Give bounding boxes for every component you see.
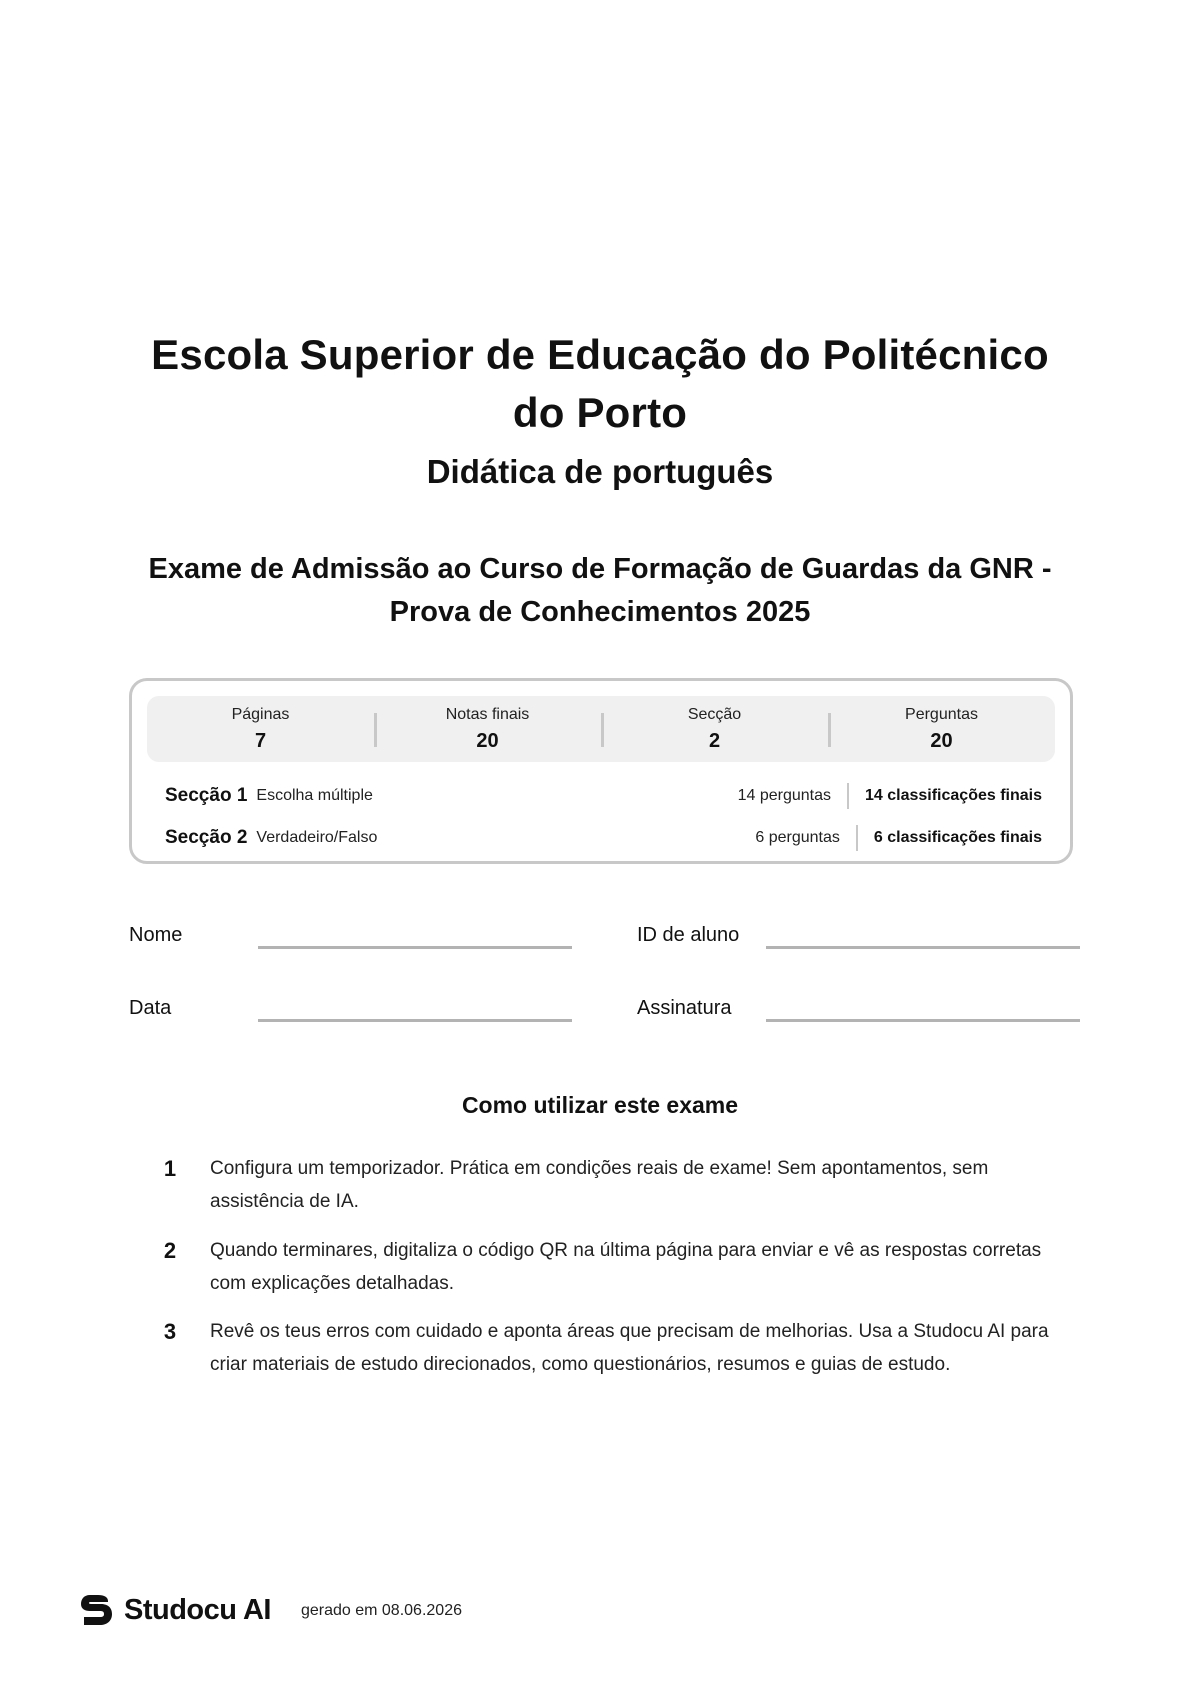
generated-date: gerado em 08.06.2026: [300, 1602, 462, 1619]
stat-pages: [147, 696, 374, 762]
name-label: Nome: [129, 924, 183, 946]
stat-value: 7: [254, 730, 267, 752]
section-divider: [856, 825, 858, 851]
section-type: Verdadeiro/Falso: [256, 829, 378, 846]
howto-title: Como utilizar este exame: [461, 1092, 739, 1118]
exam-summary-box: [129, 678, 1073, 864]
step-number: 3: [163, 1319, 177, 1344]
footer: [78, 1590, 462, 1630]
date-field[interactable]: [258, 1019, 572, 1022]
student-id-label: ID de aluno: [637, 924, 740, 946]
stat-label: Páginas: [231, 706, 290, 723]
section-grade-count: 6 classificações finais: [873, 829, 1042, 846]
name-field[interactable]: [258, 946, 572, 949]
step-number: 2: [163, 1238, 177, 1263]
section-question-count: 14 perguntas: [737, 787, 831, 804]
stat-label: Secção: [687, 706, 742, 723]
section-name: Secção 1: [165, 785, 248, 806]
stats-bar: [147, 696, 1055, 762]
course-title: Didática de português: [426, 453, 774, 490]
stat-questions: [828, 696, 1055, 762]
stat-value: 20: [476, 730, 499, 752]
section-type: Escolha múltiple: [256, 787, 373, 804]
section-question-count: 6 perguntas: [755, 829, 840, 846]
stat-label: Notas finais: [445, 706, 530, 723]
section-row-1: [165, 781, 1042, 811]
signature-field[interactable]: [766, 1019, 1080, 1022]
step-number: 1: [163, 1156, 177, 1181]
date-label: Data: [129, 997, 172, 1019]
stat-value: 20: [930, 730, 953, 752]
stat-value: 2: [708, 730, 721, 752]
brand-name: Studocu AI: [124, 1593, 271, 1626]
section-grade-count: 14 classificações finais: [865, 787, 1042, 804]
step-text: Quando terminares, digitaliza o código QR na última página para enviar e vê as respostas corretas com explicações detalhadas.: [210, 1240, 1042, 1294]
stat-sections: [601, 696, 828, 762]
section-row-2: [165, 823, 1042, 853]
section-divider: [847, 783, 849, 809]
stat-final-grades: [374, 696, 601, 762]
step-text: Configura um temporizador. Prática em condições reais de exame! Sem apontamentos, sem assistência de IA.: [210, 1158, 989, 1212]
student-id-field[interactable]: [766, 946, 1080, 949]
institution-title: Escola Superior de Educação do Politécnico do Porto: [151, 331, 1049, 436]
exam-title: Exame de Admissão ao Curso de Formação de Guardas da GNR - Prova de Conhecimentos 2025: [148, 553, 1052, 628]
step-text: Revê os teus erros com cuidado e aponta áreas que precisam de melhorias. Usa a Studocu AI para criar materiais de estudo direcionados, como questionários, resumos e guias de estudo.: [210, 1321, 1049, 1375]
stat-label: Perguntas: [905, 706, 978, 723]
signature-label: Assinatura: [637, 997, 732, 1019]
studocu-logo-icon: [78, 1592, 114, 1628]
section-name: Secção 2: [165, 827, 248, 848]
